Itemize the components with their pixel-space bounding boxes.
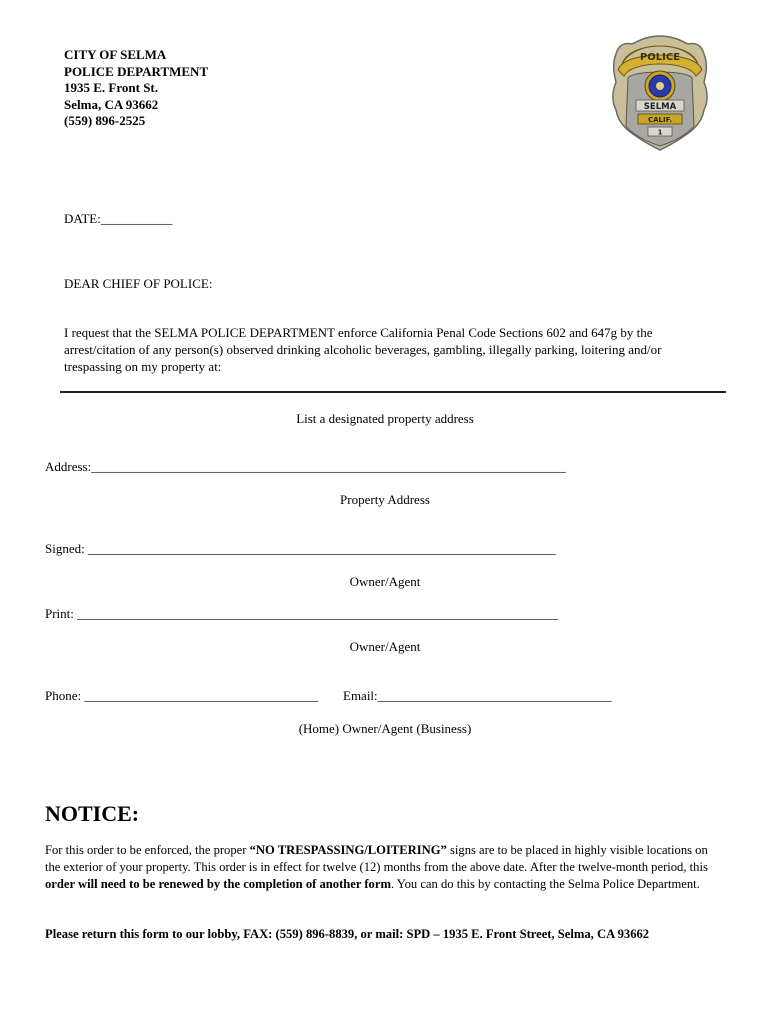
badge-middle-text: SELMA — [643, 102, 677, 112]
print-name-caption: Owner/Agent — [349, 639, 421, 654]
request-paragraph: I request that the SELMA POLICE DEPARTMENT enforce California Penal Code Sections 602 and 647g by the arrest/citation of any person(s) observed drinking alcoholic beverages, gambling, illegally parking, loitering and/or trespassing on my property at: — [64, 325, 662, 374]
email-field[interactable]: Email:____________________________________ — [343, 688, 612, 703]
notice-bold-sign: “NO TRESPASSING/LOITERING” — [249, 843, 447, 857]
badge-top-text: POLICE — [639, 52, 681, 63]
org-name-line1: CITY OF SELMA — [64, 47, 167, 62]
list-instruction: List a designated property address — [296, 411, 474, 426]
badge-bottom-text: CALIF. — [647, 116, 673, 124]
city-state-zip: Selma, CA 93662 — [64, 96, 159, 112]
notice-bold-renewal: order will need to be renewed by the completion of another form — [45, 877, 391, 891]
return-instructions: Please return this form to our lobby, FAX: (559) 896-8839, or mail: SPD – 1935 E. Front Street, Selma, CA 93662 — [45, 927, 650, 941]
phone-field[interactable]: Phone: ____________________________________ — [45, 688, 319, 703]
badge-icon — [610, 30, 710, 152]
badge-number: 1 — [657, 128, 663, 137]
department-header — [64, 47, 208, 130]
section-divider — [60, 391, 726, 393]
salutation: DEAR CHIEF OF POLICE: — [64, 276, 213, 291]
signature-caption: Owner/Agent — [349, 574, 421, 589]
department-phone: (559) 896-2525 — [64, 113, 146, 128]
address-field[interactable]: Address:_________________________________________________________________________ — [45, 459, 566, 474]
signature-field[interactable]: Signed: ________________________________________________________________________ — [45, 541, 556, 556]
notice-heading: NOTICE: — [45, 801, 140, 826]
notice-paragraph — [45, 842, 725, 893]
notice-text-3: . You can do this by contacting the Selma Police Department. — [390, 877, 700, 891]
notice-text-2: signs are to be placed in highly visible locations on the exterior of your property. This order is in effect for twelve (12) months from the above date. After the twelve-month period, this — [45, 843, 708, 874]
phone-email-caption: (Home) Owner/Agent (Business) — [298, 721, 472, 736]
org-name-line2: POLICE DEPARTMENT — [64, 63, 209, 79]
date-field[interactable]: DATE:___________ — [64, 211, 173, 226]
print-name-field[interactable]: Print: __________________________________________________________________________ — [45, 606, 559, 621]
address-caption: Property Address — [340, 492, 430, 507]
notice-text-1: For this order to be enforced, the proper — [45, 843, 250, 857]
street-address: 1935 E. Front St. — [64, 80, 159, 95]
police-badge-logo — [610, 30, 710, 152]
